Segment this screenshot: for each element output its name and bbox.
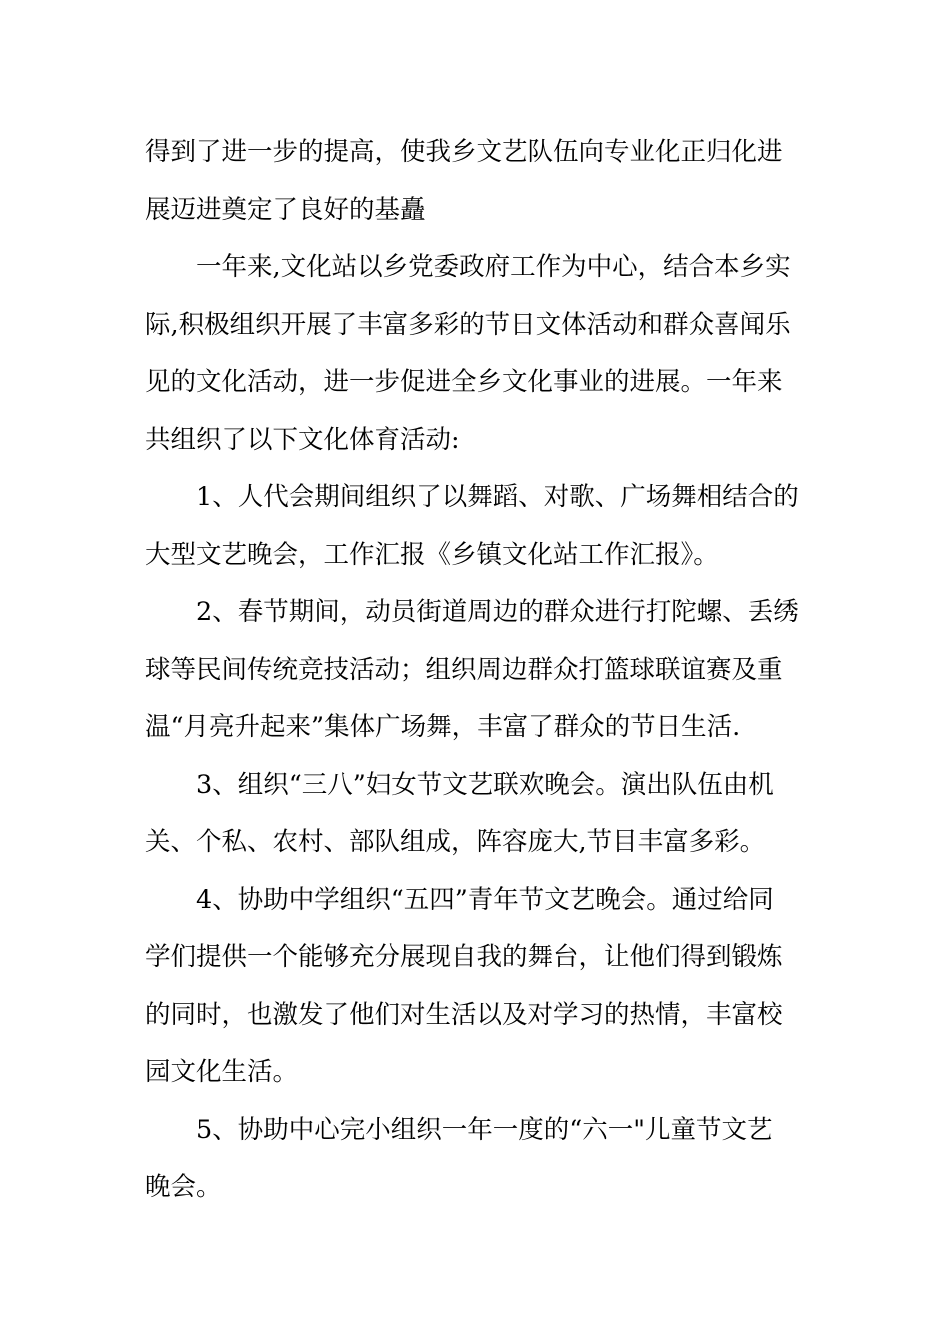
list-item-4-line: 4、协助中学组织“五四”青年节文艺晚会。通过给同 (196, 884, 774, 915)
text-line: 学们提供一个能够充分展现自我的舞台，让他们得到锻炼 (145, 942, 783, 972)
text-line: 温“月亮升起来”集体广场舞，丰富了群众的节日生活. (145, 712, 741, 742)
document-body (145, 124, 810, 1217)
text-line: 际,积极组织开展了丰富多彩的节日文体活动和群众喜闻乐 (145, 309, 791, 340)
text-line: 晚会。 (145, 1172, 222, 1202)
text-line: 大型文艺晚会，工作汇报《乡镇文化站工作汇报》。 (145, 539, 719, 570)
list-item-3-line: 3、组织“三八”妇女节文艺联欢晚会。演出队伍由机 (196, 769, 774, 800)
text-line: 见的文化活动，进一步促进全乡文化事业的进展。一年来 (145, 367, 783, 397)
list-item-5-line: 5、协助中心完小组织一年一度的“六一"儿童节文艺 (196, 1114, 773, 1145)
list-item-2-line: 2、春节期间，动员街道周边的群众进行打陀螺、丢绣 (196, 597, 799, 627)
list-item-1-line: 1、人代会期间组织了以舞蹈、对歌、广场舞相结合的 (196, 482, 799, 512)
text-line: 球等民间传统竞技活动；组织周边群众打篮球联谊赛及重 (145, 654, 783, 685)
text-line: 的同时，也激发了他们对生活以及对学习的热情，丰富校 (145, 999, 783, 1030)
text-line: 得到了进一步的提高，使我乡文艺队伍向专业化正归化进 (145, 137, 783, 167)
paragraph-start-line: 一年来,文化站以乡党委政府工作为中心，结合本乡实 (196, 252, 791, 282)
text-line: 园文化生活。 (145, 1057, 299, 1087)
text-line: 展迈进奠定了良好的基矗 (145, 194, 426, 225)
text-line: 关、个私、农村、部队组成，阵容庞大,节目丰富多彩。 (145, 827, 766, 857)
text-line: 共组织了以下文化体育活动: (145, 424, 460, 455)
